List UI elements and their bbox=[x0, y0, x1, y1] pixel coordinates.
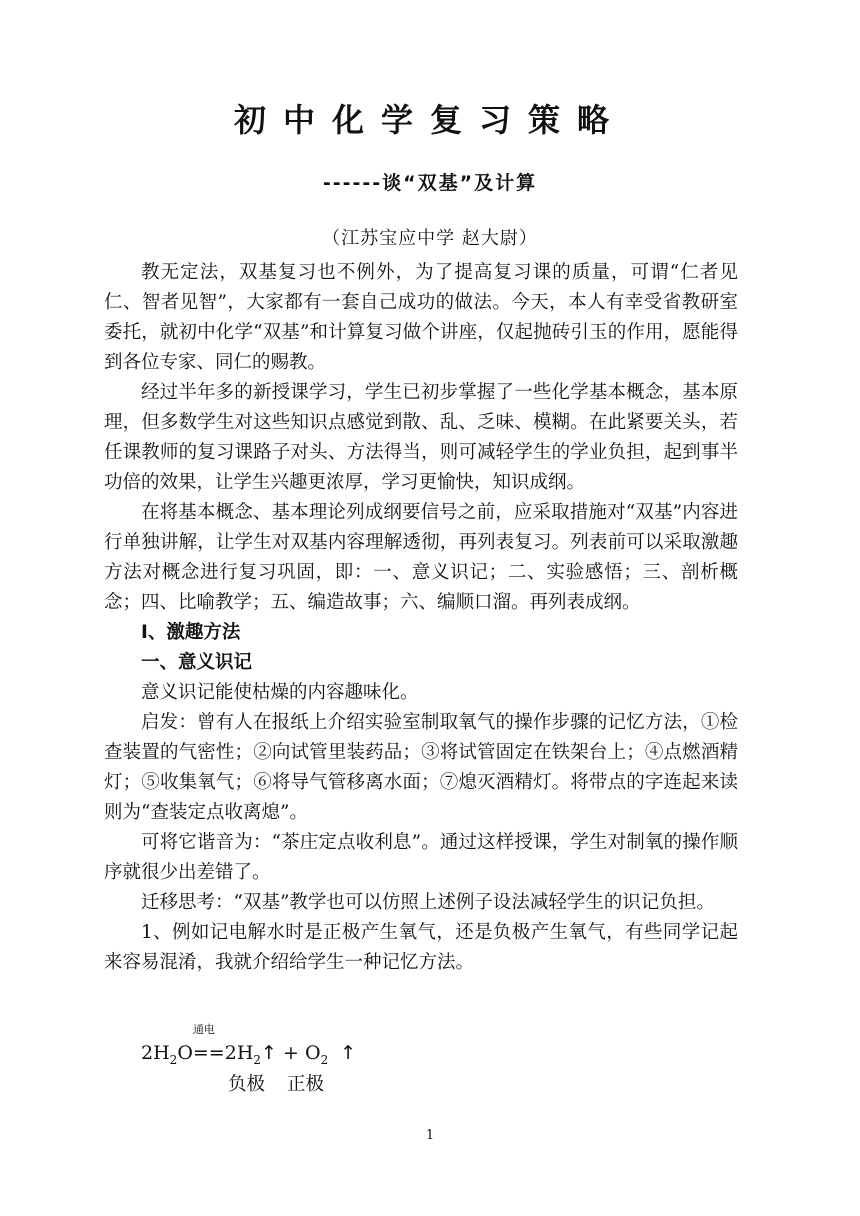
reactant: 2H bbox=[141, 1042, 170, 1064]
product-1: 2H bbox=[224, 1042, 254, 1064]
paragraph: 迁移思考：“双基”教学也可以仿照上述例子设法减轻学生的识记负担。 bbox=[141, 892, 715, 913]
subsection-heading: 一、意义识记 bbox=[141, 652, 253, 673]
gas-arrow-icon: ↑ bbox=[340, 1042, 357, 1064]
product-1-subscript: 2 bbox=[253, 1052, 262, 1067]
plus-sign: + bbox=[283, 1042, 299, 1064]
page-title: 初中化学复习策略 bbox=[233, 101, 626, 139]
section-heading: Ⅰ、激趣方法 bbox=[141, 622, 241, 643]
paragraph: 在将基本概念、基本理论列成纲要信号之前，应采取措施对“双基”内容进行单独讲解，让学生对双基内容理解透彻，再列表复习。列表前可以采取激趣方法对概念进行复习巩固，即：一、意义识记；二、实验感悟；三、剖析概念；四、比喻教学；五、编造故事；六、编顺口溜。再列表成纲。 bbox=[104, 502, 738, 613]
equals-sign bbox=[192, 1023, 225, 1068]
product-2: O bbox=[304, 1042, 321, 1064]
negative-electrode-label: 负极 bbox=[228, 1074, 266, 1095]
document-body bbox=[104, 258, 738, 978]
reaction-condition: 通电 bbox=[192, 1023, 215, 1036]
paragraph: 教无定法，双基复习也不例外，为了提高复习课的质量，可谓“仁者见仁、智者见智”，大家都有一套自己成功的做法。今天，本人有幸受省教研室委托，就初中化学“双基”和计算复习做个讲座，仅起抛砖引玉的作用，愿能得到各位专家、同仁的赐教。 bbox=[104, 262, 738, 373]
paragraph: 意义识记能使枯燥的内容趣味化。 bbox=[141, 682, 419, 703]
paragraph: 经过半年多的新授课学习，学生已初步掌握了一些化学基本概念，基本原理，但多数学生对这些知识点感觉到散、乱、乏味、模糊。在此紧要关头，若任课教师的复习课路子对头、方法得当，则可减轻学生的学业负担，起到事半功倍的效果，让学生兴趣更浓厚，学习更愉快，知识成纲。 bbox=[104, 382, 738, 493]
equals-glyph: == bbox=[192, 1042, 225, 1064]
paragraph: 可将它谐音为：“茶庄定点收利息”。通过这样授课，学生对制氧的操作顺序就很少出差错了。 bbox=[104, 832, 738, 883]
page-number: 1 bbox=[425, 1128, 435, 1143]
positive-electrode-label: 正极 bbox=[287, 1074, 325, 1095]
gas-arrow-icon: ↑ bbox=[261, 1042, 277, 1064]
author-line: （江苏宝应中学 赵大尉） bbox=[322, 228, 538, 249]
electrode-labels bbox=[228, 1070, 324, 1100]
reactant-tail: O bbox=[177, 1042, 193, 1064]
product-2-subscript: 2 bbox=[320, 1052, 329, 1067]
reactant-subscript: 2 bbox=[169, 1052, 178, 1067]
paragraph: 启发：曾有人在报纸上介绍实验室制取氧气的操作步骤的记忆方法，①检查装置的气密性；②向试管里装药品；③将试管固定在铁架台上；④点燃酒精灯；⑤收集氧气；⑥将导气管移离水面；⑦熄灭酒精灯。将带点的字连起来读则为“查装定点收离熄”。 bbox=[104, 712, 738, 823]
page-subtitle: ------谈“双基”及计算 bbox=[322, 172, 538, 194]
paragraph: 1、例如记电解水时是正极产生氧气，还是负极产生氧气，有些同学记起来容易混淆，我就介绍给学生一种记忆方法。 bbox=[104, 922, 738, 973]
